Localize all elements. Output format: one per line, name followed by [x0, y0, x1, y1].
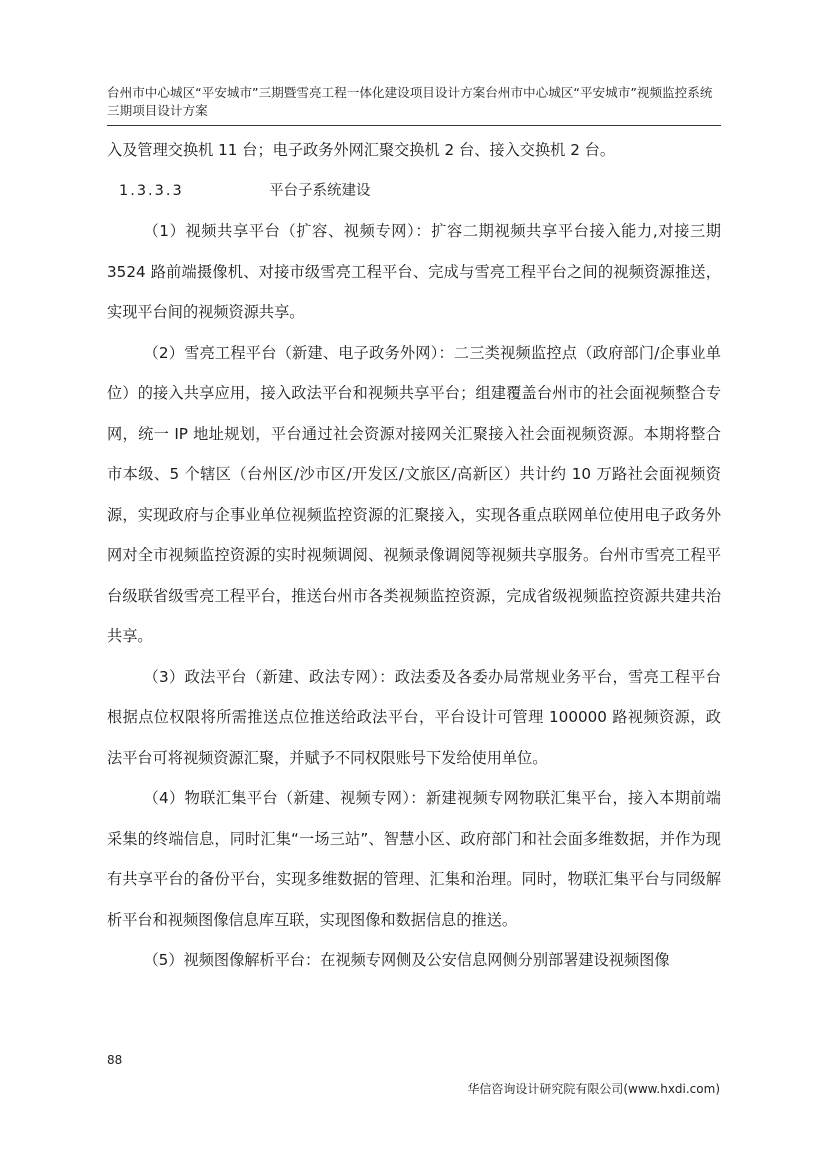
header-divider — [107, 125, 721, 126]
paragraph-video-analysis-platform: （5）视频图像解析平台：在视频专网侧及公安信息网侧分别部署建设视频图像 — [143, 951, 670, 969]
document-body — [107, 130, 721, 981]
intro-paragraph: 入及管理交换机 11 台；电子政务外网汇聚交换机 2 台、接入交换机 2 台。 — [107, 141, 616, 159]
page-number: 88 — [107, 1053, 123, 1067]
section-number: 1.3.3.3 — [119, 182, 184, 199]
paragraph-political-legal-platform: （3）政法平台（新建、政法专网）：政法委及各委办局常规业务平台，雪亮工程平台根据点位权限将所需推送点位推送给政法平台，平台设计可管理 100000 路视频资源，政法平台可将视频资源汇聚，并赋予不同权限账号下发给使用单位。 — [107, 667, 721, 767]
paragraph-video-sharing-platform: （1）视频共享平台（扩容、视频专网）：扩容二期视频共享平台接入能力,对接三期 3524 路前端摄像机、对接市级雪亮工程平台、完成与雪亮工程平台之间的视频资源推送，实现平台间的视频资源共享。 — [107, 222, 721, 321]
page-header-title: 台州市中心城区“平安城市”三期暨雪亮工程一体化建设项目设计方案台州市中心城区“平安城市”视频监控系统三期项目设计方案 — [107, 85, 713, 118]
paragraph-xueliang-platform: （2）雪亮工程平台（新建、电子政务外网）：二三类视频监控点（政府部门/企事业单位）的接入共享应用，接入政法平台和视频共享平台；组建覆盖台州市的社会面视频整合专网，统一 IP 地址规划，平台通过社会资源对接网关汇聚接入社会面视频资源。本期将整合市本级、5 个辖区（台州区/沙市区/开发区/文旅区/高新区）共计约 10 万路社会面视频资源，实现政府与企事业单位视频监控资源的汇聚接入，实现各重点联网单位使用电子政务外网对全市视频监控资源的实时视频调阅、视频录像调阅等视频共享服务。台州市雪亮工程平台级联省级雪亮工程平台，推送台州市各类视频监控资源，完成省级视频监控资源共建共治共享。 — [107, 343, 721, 645]
section-title: 平台子系统建设 — [269, 182, 371, 199]
paragraph-iot-aggregation-platform: （4）物联汇集平台（新建、视频专网）：新建视频专网物联汇集平台，接入本期前端采集的终端信息，同时汇集“一场三站”、智慧小区、政府部门和社会面多维数据，并作为现有共享平台的备份平台，实现多维数据的管理、汇集和治理。同时，物联汇集平台与同级解析平台和视频图像信息库互联，实现图像和数据信息的推送。 — [107, 789, 721, 929]
section-heading — [119, 171, 721, 212]
footer-company: 华信咨询设计研究院有限公司(www.hxdi.com) — [467, 1082, 720, 1096]
